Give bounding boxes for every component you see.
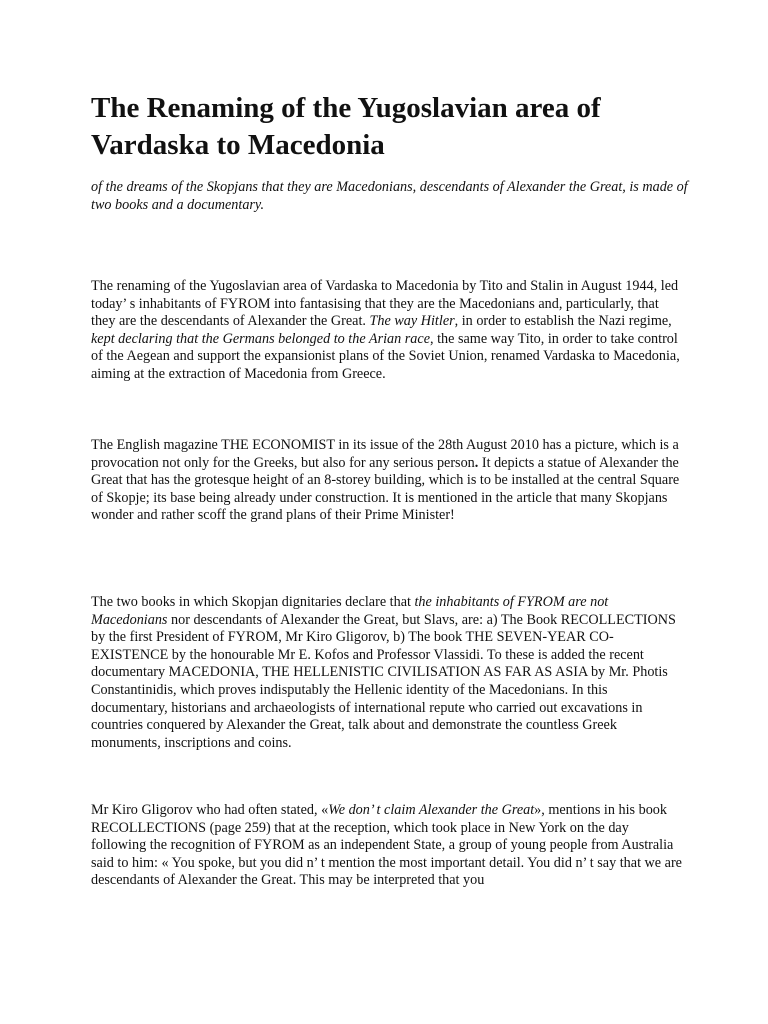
document-subtitle: of the dreams of the Skopjans that they are Macedonians, descendants of Alexander the Great, is made of two books and a documentary. [91,179,688,213]
paragraph-text: It depicts a statue of Alexander the Great that has the grotesque height of an 8-storey building, which is to be installed at the central Square of Skopje; its base being already under construction. It is mentioned in the article that many Skopjans wonder and rather scoff the grand plans of their Prime Minister! [91,454,680,524]
paragraph-bold-period: . [474,454,479,471]
paragraph-text: The English magazine THE ECONOMIST in its issue of the 28th August 2010 has a picture, which is a provocation not only for the Greeks, but also for any serious person [91,437,679,471]
paragraph-gligorov [91,802,685,890]
paragraph-text: », mentions in his book RECOLLECTIONS (page 259) that at the reception, which took place in New York on the day following the recognition of FYROM as an independent State, a group of young people from Australia said to him: « You spoke, but you did n’ t mention the most important detail. You did n’ t say that we are descendants of Alexander the Great. This may be interpreted that you [91,802,682,889]
paragraph-two-books [91,594,685,752]
document-title: The Renaming of the Yugoslavian area of Vardaska to Macedonia [91,92,601,161]
paragraph-emphasis: The way Hitler [369,313,455,330]
paragraph-text: nor descendants of Alexander the Great, but Slavs, are: a) The Book RECOLLECTIONS by the first President of FYROM, Mr Kiro Gligorov, b) The book THE SEVEN-YEAR CO-EXISTENCE by the honourable Mr E. Kofos and Professor Vlassidi. To these is added the recent documentary MACEDONIA, THE HELLENISTIC CIVILISATION AS FAR AS ASIA by Mr. Photis Constantinidis, which proves indisputably the Hellenic identity of the Macedonians. In this documentary, historians and archaeologists of international repute who carried out excavations in countries conquered by Alexander the Great, talk about and demonstrate the countless Greek monuments, inscriptions and coins. [91,611,676,751]
paragraph-text: , the same way Tito, in order to take control of the Aegean and support the expansionist plans of the Soviet Union, renamed Vardaska to Macedonia, aiming at the extraction of Macedonia from Greece. [91,330,680,382]
paragraph-emphasis: the inhabitants of FYROM are not Macedonians [91,594,609,628]
paragraph-text: Mr Kiro Gligorov who had often stated, « [91,802,329,818]
paragraph-quote: We don’ t claim Alexander the Great [328,802,535,818]
paragraph-emphasis: kept declaring that the Germans belonged to the Arian race [91,330,430,347]
paragraph-text: The renaming of the Yugoslavian area of Vardaska to Macedonia by Tito and Stalin in August 1944, led today’ s inhabitants of FYROM into fantasising that they are the Macedonians and, particularly, that they are the descendants of Alexander the Great. [91,278,679,330]
paragraph-text: The two books in which Skopjan dignitaries declare that [91,594,415,610]
paragraph-economist [91,437,685,525]
paragraph-renaming [91,278,685,384]
paragraph-text: , in order to establish the Nazi regime, [454,313,672,330]
